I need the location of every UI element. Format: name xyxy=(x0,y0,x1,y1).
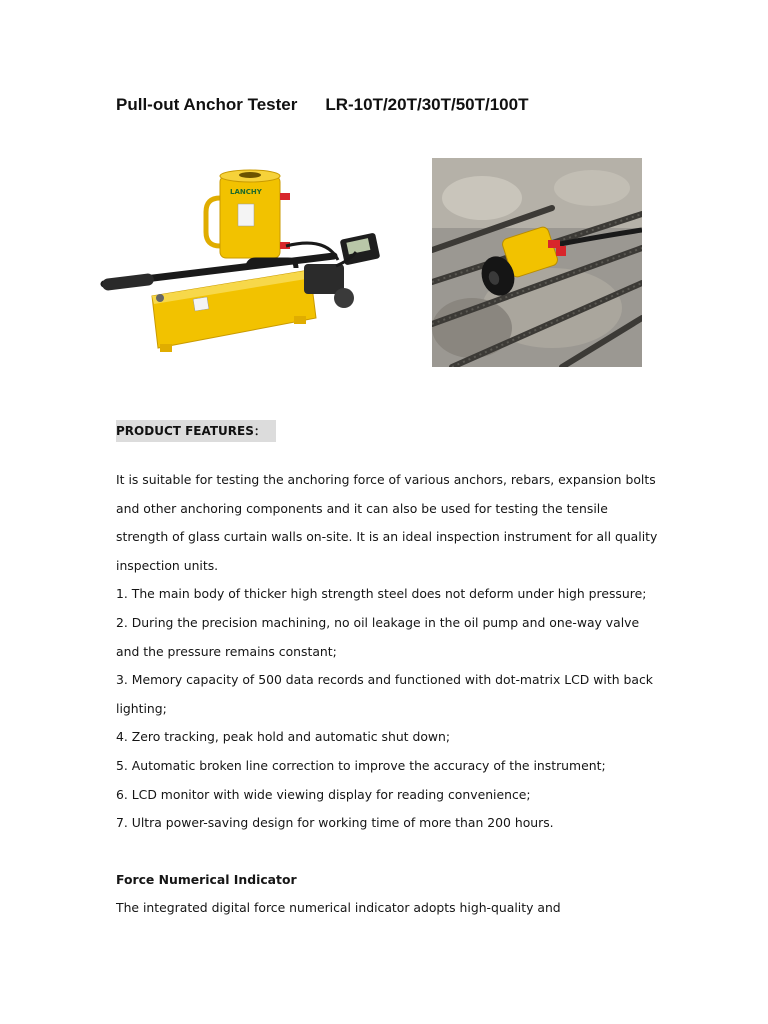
product-name: Pull-out Anchor Tester xyxy=(116,95,298,114)
anchor-test-on-site-photo xyxy=(432,158,642,367)
feature-item: 1. The main body of thicker high strength steel does not deform under high pressure; xyxy=(116,586,647,602)
features-body xyxy=(116,466,661,923)
brand-text-cylinder: LANCHY xyxy=(230,188,262,196)
document-title xyxy=(116,95,528,115)
hydraulic-pump-and-cylinder-photo xyxy=(98,158,402,363)
product-model: LR-10T/20T/30T/50T/100T xyxy=(325,95,529,114)
features-heading: PRODUCT FEATURES： xyxy=(116,420,276,442)
feature-item: 5. Automatic broken line correction to improve the accuracy of the instrument; xyxy=(116,757,606,773)
indicator-text: The integrated digital force numerical indicator adopts high-quality and xyxy=(116,900,561,916)
feature-item: 6. LCD monitor with wide viewing display for reading convenience; xyxy=(116,786,531,802)
feature-item: 7. Ultra power-saving design for working time of more than 200 hours. xyxy=(116,815,554,831)
pump-illustration xyxy=(98,158,402,363)
feature-item: 3. Memory capacity of 500 data records and functioned with dot-matrix LCD with back lighting; xyxy=(116,672,653,716)
site-illustration xyxy=(432,158,642,367)
feature-item: 4. Zero tracking, peak hold and automatic shut down; xyxy=(116,729,451,745)
features-intro: It is suitable for testing the anchoring force of various anchors, rebars, expansion bolts and other anchoring components and it can also be used for testing the tensile strength of glass curtain walls on-site. It is an ideal inspection instrument for all quality inspection units. xyxy=(116,472,658,573)
indicator-heading: Force Numerical Indicator xyxy=(116,871,297,887)
feature-item: 2. During the precision machining, no oil leakage in the oil pump and one-way valve and the pressure remains constant; xyxy=(116,614,640,659)
